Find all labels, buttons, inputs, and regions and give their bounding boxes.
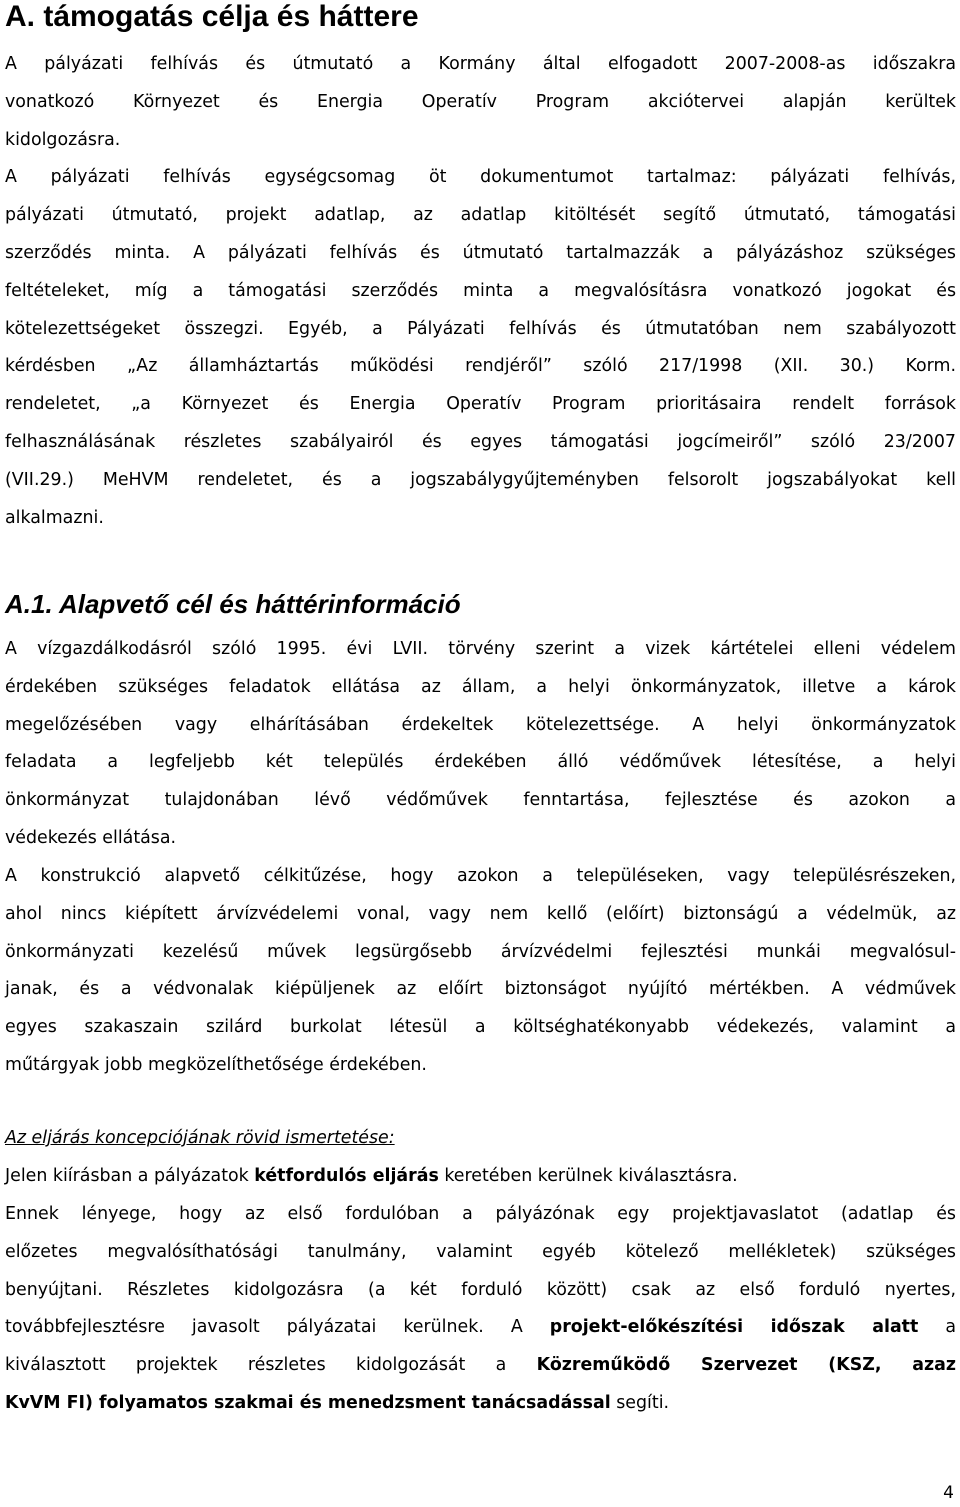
text-line: önkormányzati kezelésű művek legsürgősebb árvízvédelmi fejlesztési munkái megvalósul- xyxy=(5,941,956,962)
text-line: A pályázati felhívás és útmutató a Kormány által elfogadott 2007-2008-as időszakra xyxy=(5,54,956,74)
text-line: rendeletet, „a Környezet és Energia Operatív Program prioritásaira rendelt források xyxy=(5,394,956,415)
text-line: kidolgozásra. xyxy=(5,129,121,150)
bold-run: projekt-előkészítési időszak alatt xyxy=(549,1317,919,1338)
text-line: janak, és a védvonalak kiépüljenek az előírt biztonságot nyújító mértékben. A védművek xyxy=(5,979,956,1000)
text-run: Jelen kiírásban a pályázatok xyxy=(5,1166,255,1186)
section-heading: A.1. Alapvető cél és háttérinformáció xyxy=(5,589,461,619)
text-line: szerződés minta. A pályázati felhívás és útmutató tartalmazzák a pályázáshoz szükséges xyxy=(5,242,956,263)
text-run: segíti. xyxy=(610,1392,670,1413)
paragraph-2 xyxy=(5,858,956,1085)
procedure-subheading xyxy=(5,1120,956,1158)
text-line: műtárgyak jobb megközelíthetősége érdekében. xyxy=(5,1054,427,1075)
text-line: feladata a legfeljebb két település érdekében álló védőművek létesítése, a helyi xyxy=(5,752,956,773)
text-line: önkormányzat tulajdonában lévő védőművek fenntartása, fejlesztése és azokon a xyxy=(5,790,956,811)
text-line: A pályázati felhívás egységcsomag öt dokumentumot tartalmaz: pályázati felhívás, xyxy=(5,167,956,188)
text-line: vonatkozó Környezet és Energia Operatív Program akciótervei alapján kerültek xyxy=(5,91,956,112)
text-line: A vízgazdálkodásról szóló 1995. évi LVII. törvény szerint a vizek kártételei elleni védelem xyxy=(5,639,956,659)
text-line: pályázati útmutató, projekt adatlap, az adatlap kitöltését segítő útmutató, támogatási xyxy=(5,205,956,226)
page-number: 4 xyxy=(943,1483,954,1503)
bold-run: KvVM FI) folyamatos szakmai és menedzsment tanácsadással xyxy=(5,1392,611,1413)
subheading: Az eljárás koncepciójának rövid ismertetése: xyxy=(5,1128,395,1148)
text-line: ahol nincs kiépített árvízvédelemi vonal, vagy nem kellő (előírt) biztonságú a védelmük, az xyxy=(5,903,956,924)
text-run: a xyxy=(918,1317,956,1338)
bold-run: kétfordulós eljárás xyxy=(254,1166,439,1186)
text-run: keretében kerülnek kiválasztásra. xyxy=(438,1166,738,1186)
text-line xyxy=(5,1158,956,1196)
text-line: feltételeket, míg a támogatási szerződés minta a megvalósításra vonatkozó jogokat és xyxy=(5,280,956,301)
text-line: alkalmazni. xyxy=(5,507,104,528)
text-line: kötelezettségeket összegzi. Egyéb, a Pályázati felhívás és útmutatóban nem szabályozott xyxy=(5,318,956,339)
paragraph-3 xyxy=(5,1158,956,1196)
text-run: továbbfejlesztésre javasolt pályázatai kerülnek. A xyxy=(5,1317,550,1338)
text-line: Ennek lényege, hogy az első fordulóban a pályázónak egy projektjavaslatot (adatlap és xyxy=(5,1204,956,1224)
text-line: A konstrukció alapvető célkitűzése, hogy azokon a településeken, vagy településrészeken, xyxy=(5,866,956,886)
text-line: benyújtani. Részletes kidolgozásra (a két forduló között) csak az első forduló nyertes, xyxy=(5,1279,956,1300)
bold-run: Közreműködő Szervezet (KSZ, azaz xyxy=(536,1355,956,1376)
text-line xyxy=(5,1347,956,1385)
text-run: kiválasztott projektek részletes kidolgozását a xyxy=(5,1355,537,1376)
text-line: egyes szakaszain szilárd burkolat létesül a költséghatékonyabb védekezés, valamint a xyxy=(5,1017,956,1038)
text-line: érdekében szükséges feladatok ellátása az állam, a helyi önkormányzatok, illetve a károk xyxy=(5,676,956,697)
page-heading: A. támogatás célja és háttere xyxy=(5,0,419,33)
intro-paragraph xyxy=(5,46,956,537)
text-line: felhasználásának részletes szabályairól és egyes támogatási jogcímeiről” szóló 23/2007 xyxy=(5,431,956,452)
text-line xyxy=(5,1385,956,1423)
text-line: (VII.29.) MeHVM rendeletet, és a jogszabálygyűjteményben felsorolt jogszabályokat kell xyxy=(5,469,956,490)
paragraph-1 xyxy=(5,631,956,858)
paragraph-4 xyxy=(5,1196,956,1423)
text-line: előzetes megvalósíthatósági tanulmány, valamint egyéb kötelező mellékletek) szükséges xyxy=(5,1241,956,1262)
text-line: megelőzésében vagy elhárításában érdekeltek kötelezettsége. A helyi önkormányzatok xyxy=(5,714,956,735)
text-line: kérdésben „Az államháztartás működési rendjéről” szóló 217/1998 (XII. 30.) Korm. xyxy=(5,356,956,377)
text-line xyxy=(5,1309,956,1347)
text-line: védekezés ellátása. xyxy=(5,827,177,848)
